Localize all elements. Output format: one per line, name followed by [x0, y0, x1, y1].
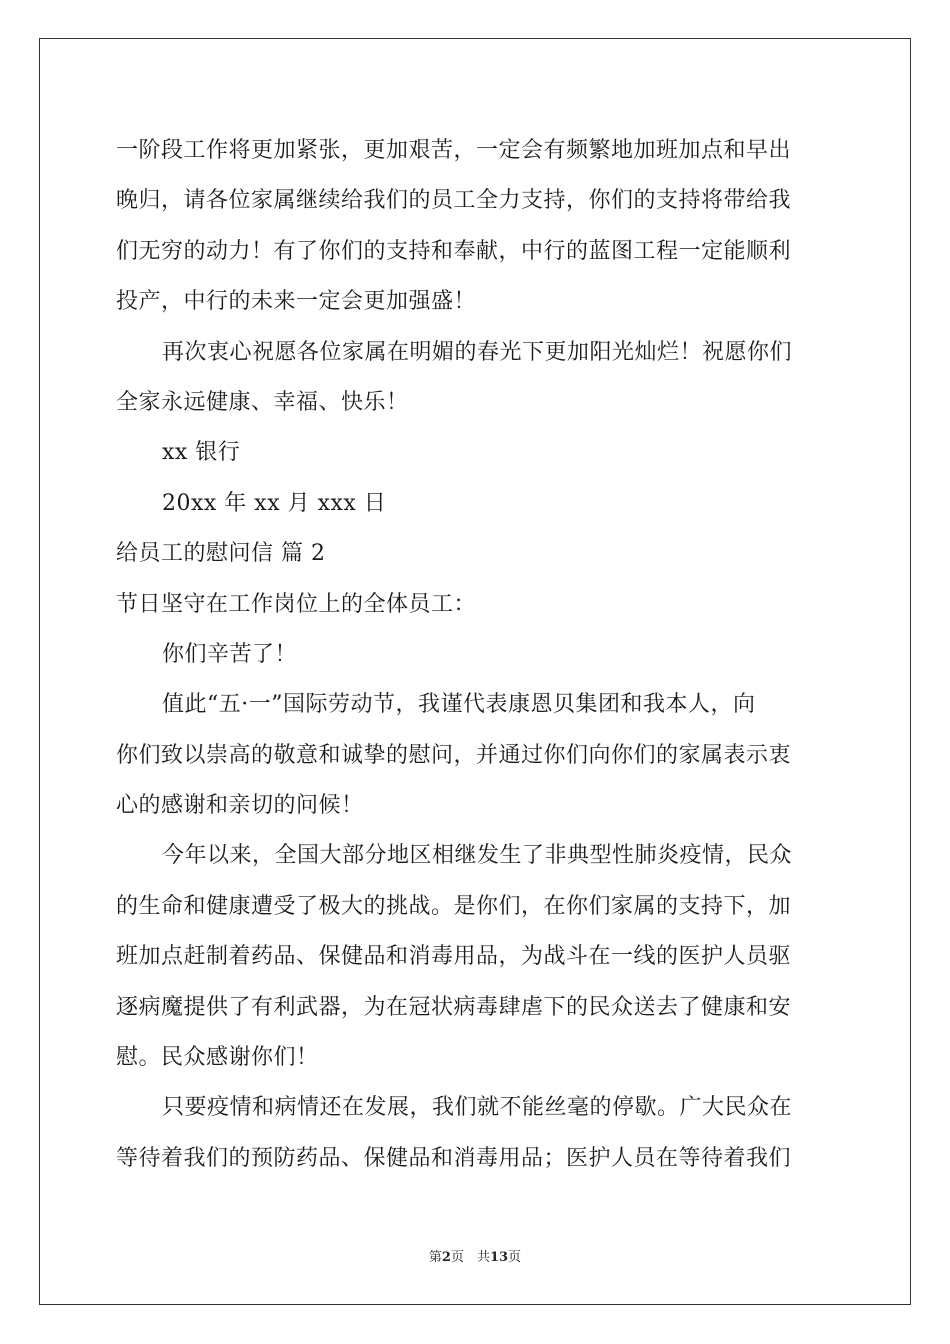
- text-line: 全家永远健康、幸福、快乐！: [116, 389, 409, 415]
- document-body: [116, 126, 832, 1184]
- text-line: xx 银行: [162, 440, 241, 466]
- footer-prefix: 第: [428, 1250, 442, 1265]
- page-footer: [0, 1246, 950, 1265]
- text-line: 给员工的慰问信 篇 2: [116, 541, 326, 567]
- text-line: 晚归，请各位家属继续给我们的员工全力支持，你们的支持将带给我: [116, 188, 792, 214]
- text-line: 班加点赶制着药品、保健品和消毒用品，为战斗在一线的医护人员驱: [116, 944, 792, 970]
- text-line: 今年以来，全国大部分地区相继发生了非典型性肺炎疫情，民众: [162, 843, 793, 869]
- text-line: 一阶段工作将更加紧张，更加艰苦，一定会有频繁地加班加点和早出: [116, 138, 792, 163]
- text-line: 节日坚守在工作岗位上的全体员工：: [116, 591, 477, 617]
- text-line: 再次衷心祝愿各位家属在明媚的春光下更加阳光灿烂！祝愿你们: [162, 339, 793, 365]
- footer-suffix: 页: [508, 1250, 522, 1265]
- text-line: 们无穷的动力！有了你们的支持和奉献，中行的蓝图工程一定能顺利: [116, 238, 792, 264]
- text-line: 你们致以崇高的敬意和诚挚的慰问，并通过你们向你们的家属表示衷: [116, 742, 792, 768]
- text-line: 只要疫情和病情还在发展，我们就不能丝毫的停歇。广大民众在: [162, 1095, 793, 1121]
- text-line: 等待着我们的预防药品、保健品和消毒用品；医护人员在等待着我们: [116, 1145, 792, 1171]
- text-line: 你们辛苦了！: [162, 641, 298, 667]
- text-line: 20xx 年 xx 月 xxx 日: [162, 490, 387, 516]
- text-line: 逐病魔提供了有利武器，为在冠状病毒肆虐下的民众送去了健康和安: [116, 994, 792, 1020]
- footer-middle: 页 共: [450, 1250, 490, 1265]
- text-line: 投产，中行的未来一定会更加强盛！: [116, 289, 477, 315]
- text-line: 值此“五·一”国际劳动节，我谨代表康恩贝集团和我本人，向: [162, 692, 756, 718]
- footer-total-pages: 13: [489, 1250, 509, 1265]
- text-line: 心的感谢和亲切的问候！: [116, 793, 364, 819]
- footer-current-page: 2: [441, 1250, 451, 1265]
- text-line: 慰。民众感谢你们！: [116, 1045, 319, 1071]
- text-line: 的生命和健康遭受了极大的挑战。是你们，在你们家属的支持下，加: [116, 893, 792, 919]
